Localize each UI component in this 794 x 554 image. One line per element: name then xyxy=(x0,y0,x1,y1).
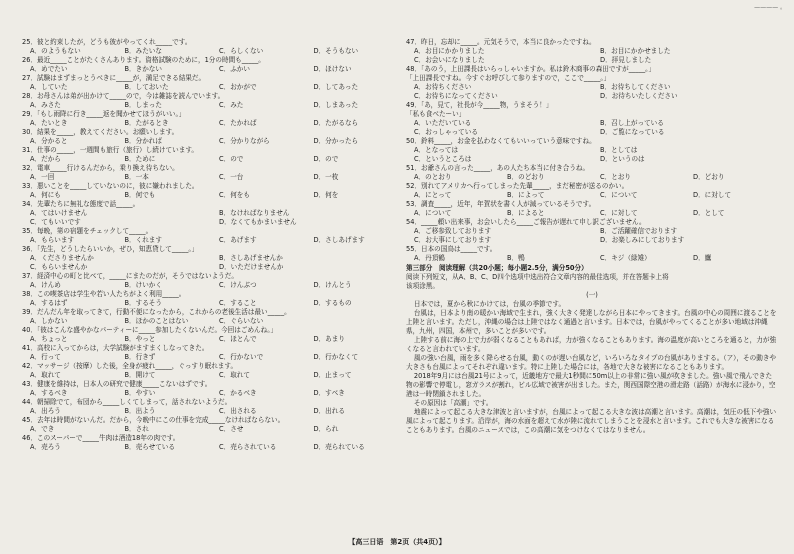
answer-option: A．もらいます xyxy=(30,236,75,244)
answer-option: B．行きず xyxy=(124,353,156,361)
question-text: 53．調査_____，近年，年賀状を書く人が減っているそうです。 xyxy=(406,200,596,208)
answer-option: B．のどおり xyxy=(507,173,545,181)
question-text: 54．_____頼い出来事，お会いしたら_____ご報告が遅れて申し訳ございません。 xyxy=(406,218,646,226)
right-column xyxy=(406,38,778,435)
answer-options xyxy=(22,371,400,380)
passage-number: (一) xyxy=(586,291,598,299)
answer-option: C．みた xyxy=(219,101,244,109)
answer-option: B．鴨 xyxy=(507,254,525,262)
answer-option: B．ほかのことはない xyxy=(124,317,189,325)
answer-options xyxy=(22,317,400,326)
answer-option: D．すべき xyxy=(313,389,345,397)
answer-option: C．ほとんで xyxy=(219,335,257,343)
question-text: 27．試験はまずまっとうべきに_____が，満足できる結果だ。 xyxy=(22,74,206,82)
answer-option: C．もらいませんか xyxy=(30,263,88,271)
answer-option: B．しまった xyxy=(124,101,162,109)
answer-options xyxy=(22,218,400,227)
answer-option: D．出れる xyxy=(313,407,345,415)
left-column xyxy=(22,38,400,452)
answer-option: B．きかない xyxy=(124,65,162,73)
answer-option: A．しかない xyxy=(30,317,68,325)
section-heading: 第三部分 阅读理解（共20小题；每小题2.5分，满分50分） xyxy=(406,264,588,272)
answer-option: B．ために xyxy=(124,155,156,163)
question-text: 52．別れてアメリカへ行ってしまった先輩_____，まだ秘密が送るのかい。 xyxy=(406,182,629,190)
answer-option: C．すること xyxy=(219,299,257,307)
answer-options xyxy=(22,155,400,164)
answer-options xyxy=(406,173,778,182)
question-text: 36．「先生，どうしたらいいか，ぜひ，知恵貸して_____。」 xyxy=(22,245,199,253)
answer-option: B．しておいた xyxy=(124,83,169,91)
answer-option: D．に対して xyxy=(693,191,732,199)
question-text: 41．高校に入ってからは，大学試験がますまくしなってきた。 xyxy=(22,344,209,352)
answer-option: A．何にも xyxy=(30,191,61,199)
answer-option: C．一台 xyxy=(219,173,244,181)
answer-option: B．けいかく xyxy=(124,281,162,289)
answer-option: A．するべき xyxy=(30,389,68,397)
answer-option: B．何でも xyxy=(124,191,156,199)
answer-option: D．鷹 xyxy=(693,254,712,262)
answer-option: D．止まって xyxy=(313,371,352,379)
answer-option: B．出よう xyxy=(124,407,156,415)
answer-option: D．拝見しました xyxy=(600,56,652,64)
question-text: 35．毎晩，第の宿題をチェックして_____。 xyxy=(22,227,153,235)
answer-option: A．お目にかかりました xyxy=(414,47,485,55)
answer-option: B．分かれば xyxy=(124,137,162,145)
answer-option: C．ふかい xyxy=(219,65,250,73)
answer-option: D．売られている xyxy=(313,443,365,451)
question-text: 25．彼と約束したが，どうも彼がやってくれ_____です。 xyxy=(22,38,192,46)
question-text: 46．このスーパーで_____牛肉は酒造18年の肉です。 xyxy=(22,434,180,442)
question-text: 「私も食べたーい」 xyxy=(406,110,466,118)
answer-option: A．いただいている xyxy=(414,119,472,127)
answer-option: D．あまり xyxy=(313,335,345,343)
question-text: 48．「あのう，上田課長はいらっしゃいますか。私は鈴木商事の森田ですが_____。」 xyxy=(406,65,656,73)
answer-option: D．けんとう xyxy=(313,281,352,289)
answer-option: C．お大事にしております xyxy=(414,236,492,244)
answer-option: A．みさた xyxy=(30,101,61,109)
question-text: 31．仕事の_____，一週間も旅行（旅行）し続けています。 xyxy=(22,146,199,154)
answer-option: C．何をも xyxy=(219,191,250,199)
answer-option: D．ご覧になっている xyxy=(600,128,665,136)
answer-options xyxy=(22,263,400,272)
answer-option: A．くださりませんか xyxy=(30,254,94,262)
answer-option: A．たいとき xyxy=(30,119,68,127)
answer-option: C．ので xyxy=(219,155,244,163)
answer-option: C．行かないで xyxy=(219,353,264,361)
answer-option: A．ご移参致しております xyxy=(414,227,492,235)
section-instruction: 阅读下列短文，从A、B、C、D四个选项中选出符合文章内容的最佳选项，并在答题卡上将 xyxy=(406,273,669,281)
answer-option: D．なくてもかまいません xyxy=(219,218,297,226)
answer-option: C．について xyxy=(600,191,638,199)
answer-options xyxy=(22,101,400,110)
answer-option: C．出される xyxy=(219,407,257,415)
answer-option: D．どおり xyxy=(693,173,725,181)
answer-option: D．られ xyxy=(313,425,339,433)
answer-option: D．たがるなら xyxy=(313,119,359,127)
answer-option: B．お目にかかせました xyxy=(600,47,671,55)
answer-options xyxy=(22,236,400,245)
answer-option: D．しまあった xyxy=(313,101,359,109)
answer-option: A．にとって xyxy=(414,191,452,199)
answer-options xyxy=(22,65,400,74)
answer-option: D．してあった xyxy=(313,83,359,91)
answer-option: A．のようもない xyxy=(30,47,81,55)
question-text: 44．朝掃除でて，布団から_____しくてしまって，話されないようだ。 xyxy=(22,398,232,406)
answer-option: D．として xyxy=(693,209,725,217)
answer-option: A．一回 xyxy=(30,173,55,181)
answer-options xyxy=(22,254,400,263)
answer-option: A．けんめ xyxy=(30,281,61,289)
answer-options xyxy=(22,299,400,308)
answer-option: B．みたいな xyxy=(124,47,162,55)
answer-option: C．たかれば xyxy=(219,119,257,127)
answer-option: D．するもの xyxy=(313,299,352,307)
answer-option: B．たがるとき xyxy=(124,119,169,127)
passage-paragraph: 地震によって起こる大きな津波と言いますが，台風によって起こる大きな波は高潮と言います。高潮は，気圧の低下や強い風によって起こります。沿岸が，海の水面を超えて水が陸に流れてしまうことを浸水と言います。これでも大きな被害になることもあります。台風のニュースでは，この高潮に気をつけなくてはなりません。 xyxy=(406,408,777,434)
corner-mark: ———— 。 xyxy=(754,4,786,11)
answer-option: A．していた xyxy=(30,83,68,91)
question-text: 37．経済中心の町と比べて，_____にまたのだが，そうではないようだ。 xyxy=(22,272,238,280)
answer-options xyxy=(22,137,400,146)
answer-options xyxy=(22,119,400,128)
answer-option: D．お待ちいたしください xyxy=(600,92,678,100)
answer-option: B．売らせている xyxy=(124,443,175,451)
answer-options xyxy=(406,254,778,263)
answer-option: D．分かったら xyxy=(313,137,359,145)
question-text: 32．電車_____行けるんだから，乗り換え待ちない。 xyxy=(22,164,179,172)
answer-options xyxy=(22,83,400,92)
right-questions xyxy=(406,38,778,263)
question-text: 49．「あ，見て，社長が今_____物，うまそう！」 xyxy=(406,101,553,109)
passage-body xyxy=(406,300,778,435)
question-text: 33．悪いことを_____していないのに，彼に嫌われました。 xyxy=(22,182,199,190)
answer-option: D．一枚 xyxy=(313,173,339,181)
answer-option: B．さしあげませんか xyxy=(219,254,283,262)
answer-options xyxy=(22,209,400,218)
answer-option: C．というところは xyxy=(414,155,472,163)
question-text: 42．マッサージ（按摩）した後，全身が疲れ_____，ぐっすり眠れます。 xyxy=(22,362,238,370)
question-text: 38．この喫茶店は学生や若い人たちがよく利用_____。 xyxy=(22,290,186,298)
answer-option: C．取れて xyxy=(219,371,250,379)
answer-option: A．となっては xyxy=(414,146,459,154)
answer-option: C．ぐらいない xyxy=(219,317,264,325)
answer-option: D．何を xyxy=(313,191,339,199)
answer-option: D．ので xyxy=(313,155,339,163)
answer-option: D．行かなくて xyxy=(313,353,359,361)
answer-option: C．おかがで xyxy=(219,83,257,91)
question-text: 26．最近_____ことがたくさんあります。資格試験のために，1分の時間も_____。 xyxy=(22,56,265,64)
answer-options xyxy=(406,47,778,56)
answer-option: B．一本 xyxy=(124,173,149,181)
answer-option: C．分かりながら xyxy=(219,137,270,145)
question-text: 34．先輩たちに無礼な態度で話_____。 xyxy=(22,200,140,208)
answer-option: A．のとおり xyxy=(414,173,452,181)
answer-options xyxy=(406,236,778,245)
passage-paragraph: 風の強い台風，雨を多く降らせる台風，動くのが遅い台風など，いろいろなタイプの台風がありまする。（ア），その動きや大きさも台風によってそれぞれ違います。特に上陸した場合には，各地で大きな被害になることもあります。 xyxy=(406,354,777,371)
answer-options xyxy=(22,191,400,200)
answer-option: A．行って xyxy=(30,353,61,361)
answer-options xyxy=(22,47,400,56)
answer-option: D．というのは xyxy=(600,155,645,163)
answer-option: C．おっしゃっている xyxy=(414,128,478,136)
answer-option: A．丹頂鶴 xyxy=(414,254,445,262)
passage-paragraph: 2018年9月には台風21号によって，近畿地方で最大1秒間に50m以上の非常に強い風が吹きました。強い風で飛んできた物の影響で停電し，窓ガラスが割れ，ビル広域で被害が出ました。また，関西国際空港の滑走路（話路）が海水に浸かり，空港は一時閉鎖されました。 xyxy=(406,372,776,398)
answer-options xyxy=(406,92,778,101)
answer-option: A．だから xyxy=(30,155,61,163)
passage-paragraph: 台風は，日本より南の暖かい海域で生まれ，強く大きく発達しながら日本にやってきます。台風の中心の周囲に渡ることを上陸と言います。ただし，沖縄の場合は上陸ではなく通過と言います。日本では，台風がやってくることが多い地域は沖縄県，九州，四国，本州で，多いことが多いです。 xyxy=(406,309,777,335)
answer-option: C．キジ（緑雉） xyxy=(600,254,651,262)
page-footer: 【高三日语 第2页（共4页）】 xyxy=(348,538,446,546)
answer-options xyxy=(22,281,400,290)
answer-option: A．するはず xyxy=(30,299,68,307)
question-text: 51．お爺さんの言った_____，あの人たち本当に付き合うね。 xyxy=(406,164,590,172)
question-text: 55．日本の国鳥は_____です。 xyxy=(406,245,497,253)
answer-option: C．とおり xyxy=(600,173,631,181)
answer-option: C．らしくない xyxy=(219,47,264,55)
question-text: 50．鈴料_____，お金を払わなくてもいいっていう意味ですね。 xyxy=(406,137,596,145)
answer-option: D．いただけませんか xyxy=(219,263,284,271)
answer-option: C．売らされている xyxy=(219,443,277,451)
answer-options xyxy=(406,146,778,155)
answer-option: B．によると xyxy=(507,209,545,217)
answer-option: A．について xyxy=(414,209,452,217)
section-instruction-cont: 该项涂黑。 xyxy=(406,282,439,290)
answer-option: B．ご活躍確信でおります xyxy=(600,227,678,235)
question-text: 28．お母さんは弟が出かけて_____ので，今は雑誌を読んでいます。 xyxy=(22,92,225,100)
answer-option: B．くれます xyxy=(124,236,162,244)
passage-paragraph: その原因は「高潮」です。 xyxy=(413,399,493,407)
answer-option: C．させ xyxy=(219,425,244,433)
answer-options xyxy=(22,443,400,452)
question-text: 39．だんだん年を取ってきて，行動不便になったから，これからの老後生活は最い_____。 xyxy=(22,308,291,316)
answer-options xyxy=(406,209,778,218)
passage-paragraph: 上陸する前に海の上で力が弱くなることもあれば，力が強くなることもあります。海の温度が高いところを通ると，力が強くなると言われています。 xyxy=(406,336,777,353)
answer-options xyxy=(406,119,778,128)
answer-options xyxy=(406,56,778,65)
question-text: 43．健康を維持は，日本人の研究で健康_____こないはずです。 xyxy=(22,380,212,388)
answer-option: C．お待ちになってください xyxy=(414,92,498,100)
answer-option: B．やっと xyxy=(124,335,156,343)
question-text: 「上田課長ですね。今すぐお呼びして参りますので，ここで_____。」 xyxy=(406,74,611,82)
answer-option: A．てはいけません xyxy=(30,209,88,217)
answer-options xyxy=(22,407,400,416)
answer-option: B．するそう xyxy=(124,299,162,307)
answer-options xyxy=(406,191,778,200)
answer-option: C．に対して xyxy=(600,209,638,217)
answer-option: B．召し上がっている xyxy=(600,119,664,127)
answer-option: A．お待ちください xyxy=(414,83,472,91)
answer-option: D．お楽しみにしております xyxy=(600,236,685,244)
answer-option: B．なければなりません xyxy=(219,209,290,217)
answer-options xyxy=(406,128,778,137)
answer-option: B．としては xyxy=(600,146,638,154)
answer-option: A．めでたい xyxy=(30,65,68,73)
answer-option: C．あげます xyxy=(219,236,257,244)
answer-option: B．開けて xyxy=(124,371,156,379)
answer-option: D．ほけない xyxy=(313,65,352,73)
answer-options xyxy=(406,155,778,164)
answer-option: C．けんぶつ xyxy=(219,281,257,289)
answer-option: B．によって xyxy=(507,191,545,199)
answer-options xyxy=(406,83,778,92)
answer-options xyxy=(22,425,400,434)
answer-options xyxy=(22,389,400,398)
answer-option: A．ちょっと xyxy=(30,335,68,343)
answer-option: C．かるべき xyxy=(219,389,257,397)
answer-option: A．でき xyxy=(30,425,55,433)
answer-option: B．お待ちしてください xyxy=(600,83,671,91)
answer-option: A．売ろう xyxy=(30,443,61,451)
answer-option: C．お会いになりました xyxy=(414,56,485,64)
answer-option: A．出ろう xyxy=(30,407,61,415)
answer-options xyxy=(406,227,778,236)
answer-option: A．取れて xyxy=(30,371,61,379)
answer-option: A．分かると xyxy=(30,137,68,145)
answer-option: C．てもいいです xyxy=(30,218,81,226)
answer-options xyxy=(22,353,400,362)
question-text: 29．「もし雨降に行き_____返を聞かせてほうがいい。」 xyxy=(22,110,186,118)
answer-option: D．さしあげます xyxy=(313,236,365,244)
answer-options xyxy=(22,335,400,344)
answer-option: B．され xyxy=(124,425,149,433)
answer-option: D．そうもない xyxy=(313,47,359,55)
question-text: 30．結果を_____，教えてください。お願いします。 xyxy=(22,128,179,136)
question-text: 40．「彼はこんな盛やかなパーティーに_____参加したくないんだ。今回はごめんね。」 xyxy=(22,326,278,334)
answer-option: B．やすい xyxy=(124,389,156,397)
question-text: 45．去年は時間がないんだ。だから，今晩中にこの仕事を完成_____なければならない。 xyxy=(22,416,285,424)
passage-paragraph: 日本では，夏から秋にかけては，台風の季節です。 xyxy=(413,300,566,308)
answer-options xyxy=(22,173,400,182)
question-text: 47．昨日，忘却に_____。元気そうで，本当に良かったですね。 xyxy=(406,38,596,46)
